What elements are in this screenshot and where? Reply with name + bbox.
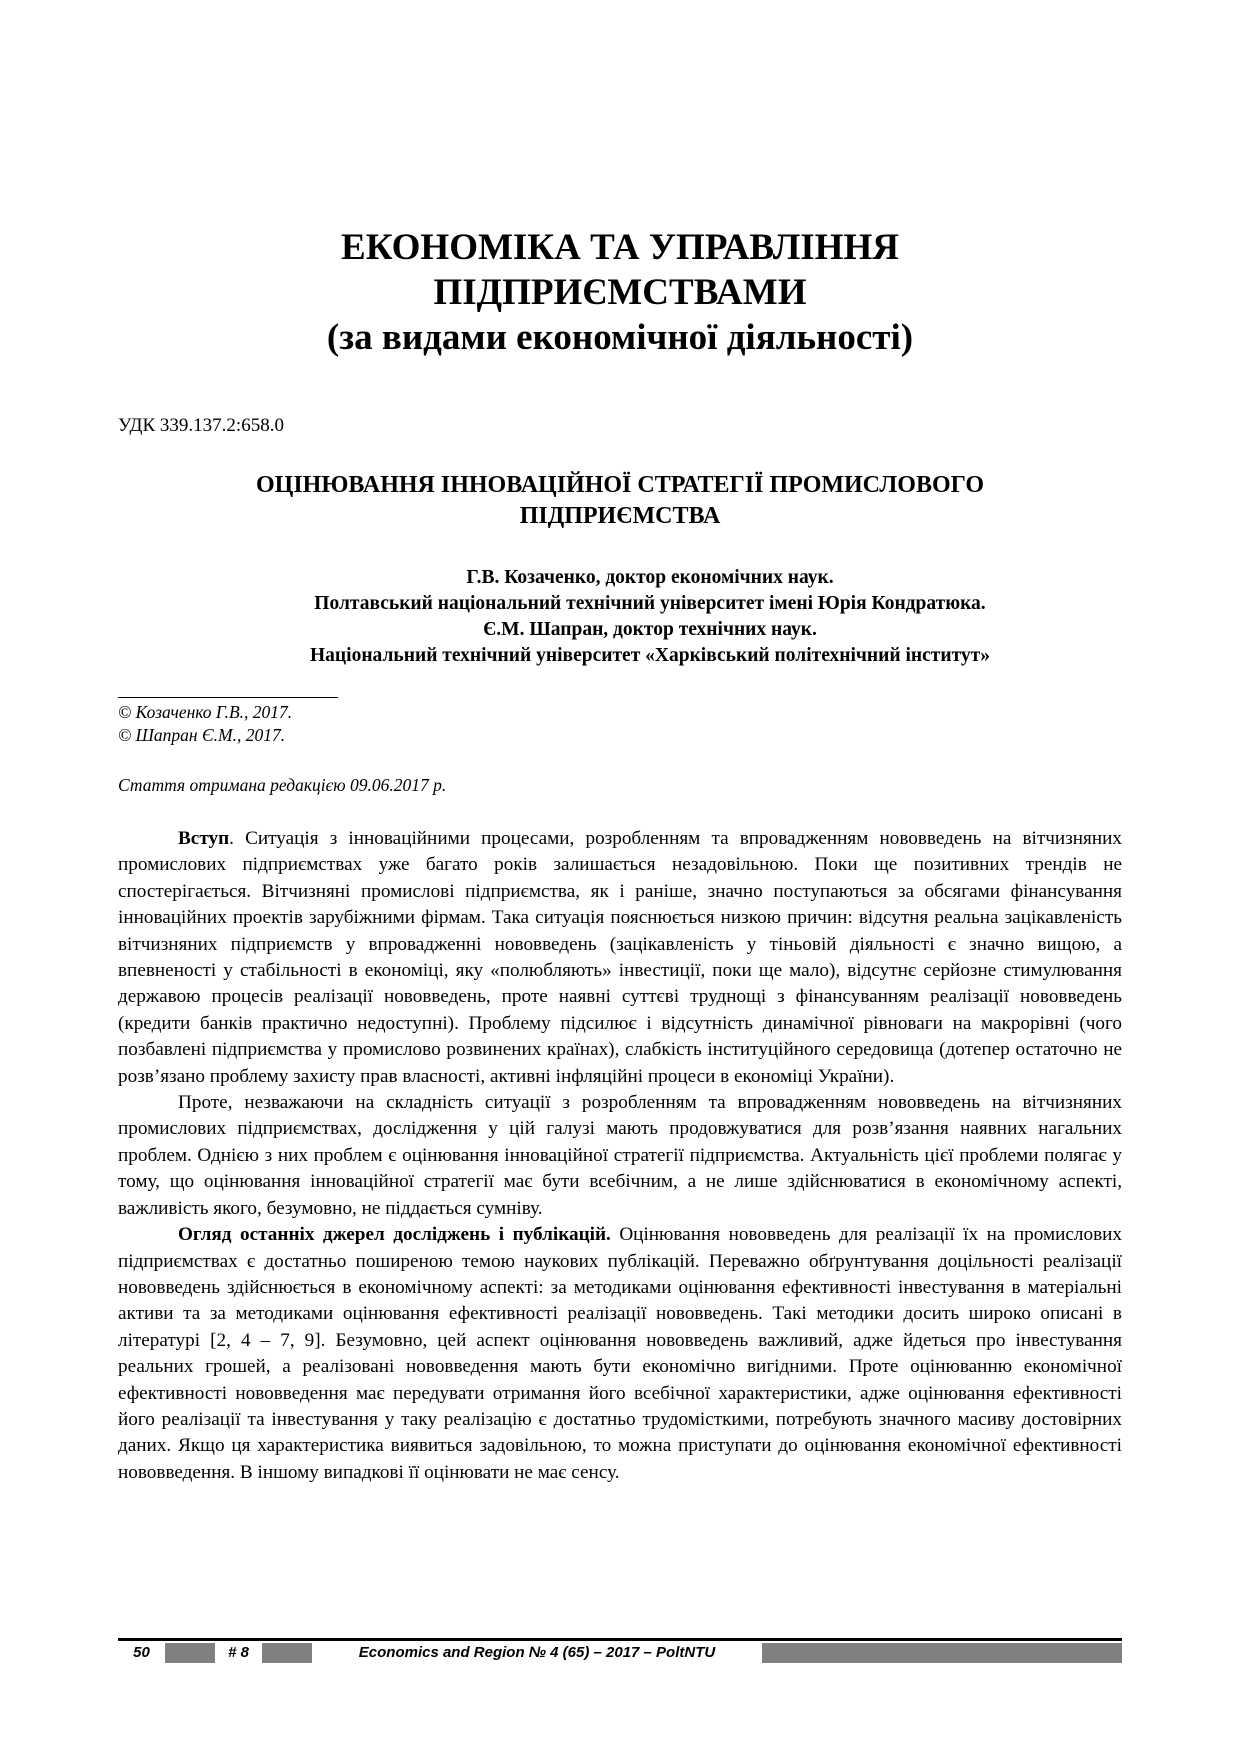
author-2: Є.М. Шапран, доктор технічних наук. — [483, 619, 817, 640]
paragraph-text: . Ситуація з інноваційними процесами, розробленням та впровадженням нововведень на вітчизняних промислових підприємствах уже багато років залишається незадовільною. Поки ще позитивних трендів не спостерігається. Вітчизняні промислові підприємства, як і раніше, значно поступаються за обсягами фінансування інноваційних проектів зарубіжними фірмам. Така ситуація пояснюється низкою причин: відсутня реальна зацікавленість вітчизняних підприємств у впровадженні нововведень (зацікавленість у тіньовій діяльності є значно вищою, а впевненості у стабільності в економіці, яку «полюбляють» інвестиції, поки ще мало), відсутнє серйозне стимулювання державою процесів реалізації нововведень, проте наявні суттєві труднощі з фінансуванням реалізації нововведень (кредити банків практично недоступні). Проблему підсилює і відсутність динамічної рівноваги на макрорівні (чого позбавлені підприємства у промислово розвинених країнах), слабкість інституційного середовища (дотепер остаточно не розв’язано проблему захисту прав власності, активні інфляційні процеси в економіці України). — [118, 828, 1122, 1087]
footnote-separator — [118, 697, 338, 698]
page-footer — [118, 1643, 1122, 1663]
section-title-line: (за видами економічної діяльності) — [326, 317, 914, 358]
paragraph-text: Оцінювання нововведень для реалізації їх на промислових підприємствах є достатньо поширеною темою наукових публікацій. Переважно обґрунтування доцільності реалізації нововведень здійснюється в економічному аспекті: за методиками оцінювання ефективності інвестування в матеріальні активи та за методиками оцінювання ефективності реалізації нововведень. Такі методики досить широко описані в літературі [2, 4 – 7, 9]. Безумовно, цей аспект оцінювання нововведень важливий, адже йдеться про інвестування реальних грошей, а реалізовані нововведення мають бути економічно вигідними. Проте оцінюванню економічної ефективності нововведення має передувати отримання його всебічної характеристики, адже оцінювання ефективності його реалізації та інвестування у таку реалізацію є достатньо трудомісткими, потребують значного масиву достовірних даних. Якщо ця характеристика виявиться задовільною, то можна приступати до оцінювання економічної ефективності нововведення. В іншому випадкові її оцінювати не має сенсу. — [118, 1224, 1122, 1483]
footer-block — [165, 1643, 215, 1663]
paragraph — [118, 1090, 1122, 1222]
footer-rule — [118, 1638, 1122, 1641]
paragraph-lead: Огляд останніх джерел досліджень і публікацій. — [178, 1224, 611, 1246]
paragraph-text: Проте, незважаючи на складність ситуації з розробленням та впровадженням нововведень на вітчизняних промислових підприємствах, дослідження у цій галузі мають продовжуватися для розв’язання наявних нагальних проблем. Однією з них проблем є оцінювання інноваційної стратегії підприємства. Актуальність цієї проблеми полягає у тому, що оцінювання інноваційної стратегії має бути всебічним, а не лише здійснюватися в економічному аспекті, важливість якого, безумовно, не піддається сумніву. — [118, 1092, 1122, 1219]
article-body — [118, 826, 1122, 1486]
section-title-line: ПІДПРИЄМСТВАМИ — [433, 272, 807, 313]
affiliation-1: Полтавський національний технічний університет імені Юрія Кондратюка. — [314, 593, 986, 614]
journal-name: Economics and Region № 4 (65) – 2017 – PoltNTU — [358, 1644, 716, 1661]
paragraph-intro — [118, 826, 1122, 1090]
author-1: Г.В. Козаченко, доктор економічних наук. — [466, 567, 834, 588]
received-date: Стаття отримана редакцією 09.06.2017 р. — [118, 775, 447, 795]
copyright — [118, 701, 292, 747]
page-number: 50 — [133, 1644, 150, 1661]
section-title-line: ЕКОНОМІКА ТА УПРАВЛІННЯ — [341, 227, 899, 268]
article-title-line: ПІДПРИЄМСТВА — [519, 503, 721, 529]
paragraph-lead: Вступ — [178, 828, 230, 849]
section-title — [0, 225, 1240, 360]
affiliation-2: Національний технічний університет «Харківський політехнічний інститут» — [310, 645, 990, 666]
article-title — [0, 470, 1240, 532]
copyright-line: © Козаченко Г.В., 2017. — [118, 702, 293, 722]
udk-code: УДК 339.137.2:658.0 — [118, 415, 284, 436]
authors — [118, 565, 1122, 669]
copyright-line: © Шапран Є.М., 2017. — [118, 725, 286, 745]
article-title-line: ОЦІНЮВАННЯ ІННОВАЦІЙНОЇ СТРАТЕГІЇ ПРОМИСЛОВОГО — [256, 472, 984, 498]
paragraph-review — [118, 1222, 1122, 1486]
footer-block — [762, 1643, 1122, 1663]
issue-number: # 8 — [228, 1644, 249, 1661]
footer-block — [262, 1643, 312, 1663]
